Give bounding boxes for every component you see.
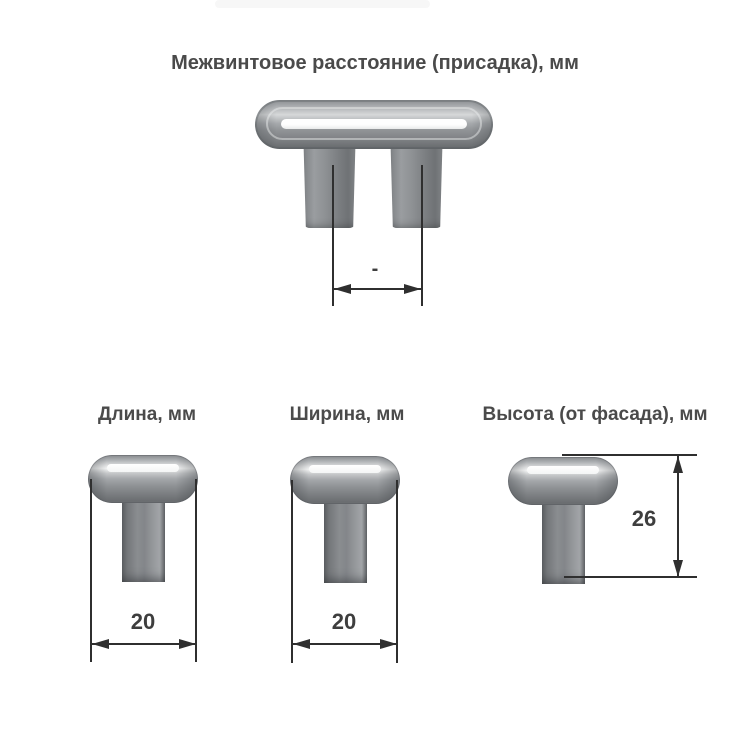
height-value: 26 <box>631 506 657 531</box>
extension-line-left <box>90 479 92 662</box>
knob-cap-icon <box>290 456 400 504</box>
knob-left-leg-icon <box>302 148 357 228</box>
knob-cap-highlight-icon <box>309 465 381 473</box>
height-label: Высота (от фасада), мм <box>482 404 708 425</box>
knob-right-leg-icon <box>389 148 444 228</box>
arrowhead-left-icon <box>92 639 109 649</box>
knob-stem-icon <box>324 503 367 583</box>
extension-line-right <box>396 480 398 663</box>
width-label: Ширина, мм <box>289 404 405 425</box>
diagram-title: Межвинтовое расстояние (присадка), мм <box>171 52 579 74</box>
knob-cap-icon <box>88 455 198 503</box>
extension-line-right <box>421 165 423 306</box>
knob-cap-highlight-icon <box>281 119 467 129</box>
arrowhead-right-icon <box>404 284 421 294</box>
arrowhead-right-icon <box>380 639 397 649</box>
knob-stem-icon <box>542 504 585 584</box>
arrowhead-down-icon <box>673 560 683 577</box>
interscrew-distance-value: - <box>371 258 379 280</box>
knob-cap-highlight-icon <box>527 466 599 474</box>
extension-line-right <box>195 479 197 662</box>
dimension-line <box>677 455 679 577</box>
length-value: 20 <box>130 609 156 634</box>
length-label: Длина, мм <box>98 404 196 425</box>
knob-cap-icon <box>508 457 618 505</box>
knob-cap-icon <box>255 100 493 149</box>
arrowhead-up-icon <box>673 456 683 473</box>
knob-stem-icon <box>122 502 165 582</box>
arrowhead-right-icon <box>179 639 196 649</box>
knob-cap-highlight-icon <box>107 464 179 472</box>
watermark-bar <box>215 0 430 8</box>
width-value: 20 <box>331 609 357 634</box>
extension-line-left <box>291 480 293 663</box>
arrowhead-left-icon <box>334 284 351 294</box>
arrowhead-left-icon <box>293 639 310 649</box>
